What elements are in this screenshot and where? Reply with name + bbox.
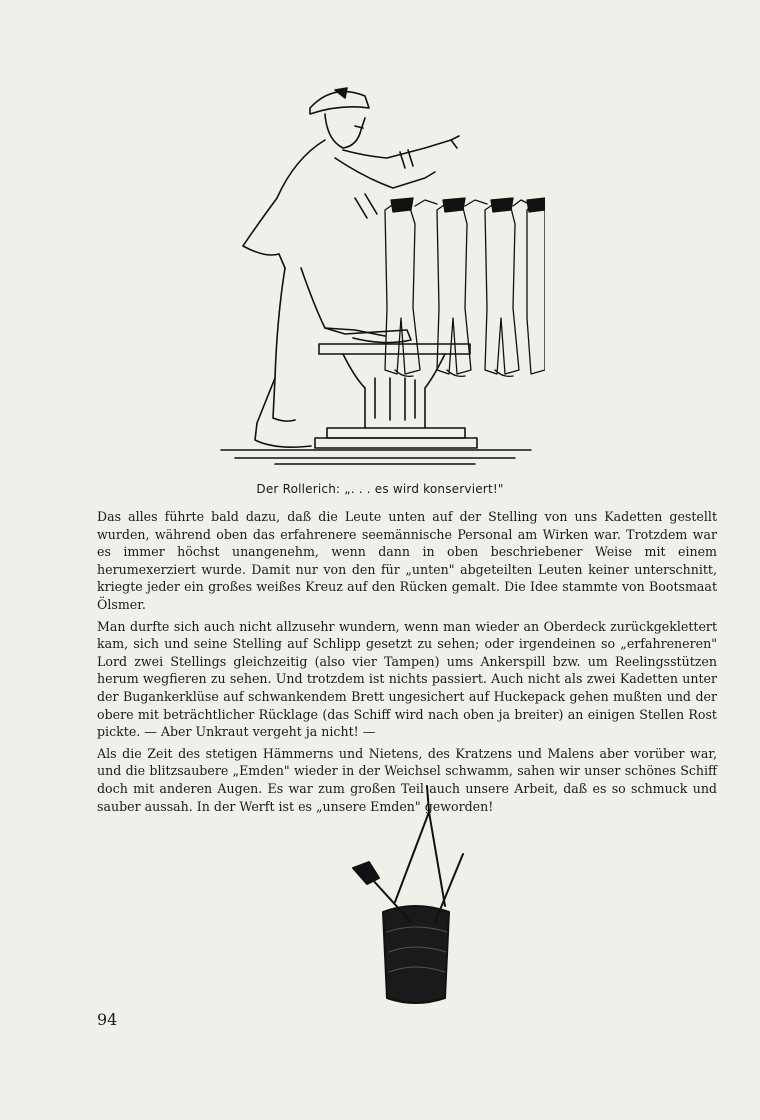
paragraph: Als die Zeit des stetigen Hämmerns und Nietens, des Kratzens und Malens aber vorüber war, und die blitzsaubere „Emden" wieder in der Weichsel schwamm, sahen wir unser schönes Schiff doch mit anderen Augen. Es war zum großen Teil auch unsere Arbeit, daß es so schmuck und sauber aussah. In der Werft ist es „unsere Emden" geworden!	[97, 745, 717, 814]
body-text	[97, 508, 717, 819]
officer-and-cadets-illustration	[215, 78, 545, 478]
paint-bucket-illustration	[345, 782, 475, 1012]
page-number: 94	[97, 1010, 118, 1029]
illustration-caption: Der Rollerich: „. . . es wird konserviert!"	[256, 482, 504, 496]
paragraph: Das alles führte bald dazu, daß die Leute unten auf der Stelling von uns Kadetten gestellt wurden, während oben das erfahrenere seemännische Personal am Wirken war. Trotzdem war es immer höchst unangenehm, wenn dann in oben beschriebener Weise mit einem herumexerziert wurde. Damit nur von den für „unten" abgeteilten Leuten keiner unterschnitt, kriegte jeder ein großes weißes Kreuz auf den Rücken gemalt. Die Idee stammte von Bootsmaat Ölsmer.	[97, 509, 717, 612]
paragraph: Man durfte sich auch nicht allzusehr wundern, wenn man wieder an Oberdeck zurückgeklettert kam, sich und seine Stelling auf Schlipp gesetzt zu sehen; oder irgendeinen so „erfahreneren" Lord zwei Stellings gleichzeitig (also vier Tampen) ums Ankerspill bzw. um Reelingsstützen herum wegfieren zu sehen. Und trotzdem ist nichts passiert. Auch nicht als zwei Kadetten unter der Bugankerklüse auf schwankendem Brett ungesichert auf Huckepack gehen mußten und der obere mit beträchtlicher Rücklage (das Schiff wird nach oben ja breiter) an einigen Stellen Rost pickte. — Aber Unkraut vergeht ja nicht! —	[97, 618, 717, 740]
